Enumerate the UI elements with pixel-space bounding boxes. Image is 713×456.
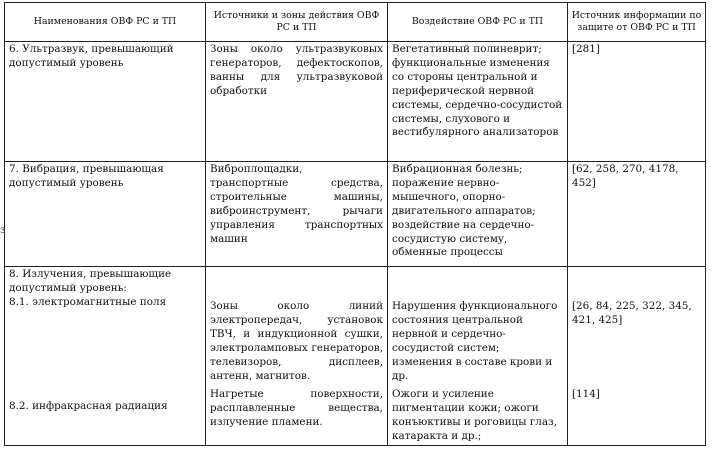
row-effect: Вегетативный полиневрит; функциональные изменения со стороны центральной и периферической нервной системы, сердечно-сосудистой системы, слухового и вестибулярного анализаторов [388,42,568,162]
subitem-refs: [26, 84, 225, 322, 345, 421, 425] [572,300,692,326]
margin-mark: з [0,225,6,236]
row-name: 7. Вибрация, превышающая допустимый уровень [5,162,206,267]
row-sources [206,267,388,446]
document-page [4,2,709,452]
subitem-effect: Ожоги и усиление пигментации кожи; ожоги конъюктивы и роговицы глаз, катаракта и др.; [392,388,557,442]
subitem-sources: Зоны около линий электропередач, установок ТВЧ, и индукционной сушки, электроламповых генераторов, телевизоров, дисплеев, антенн, магнитов. [210,300,383,382]
row-name: 6. Ультразвук, превышающий допустимый уровень [5,42,206,162]
row-refs: [281] [568,42,706,162]
header-col-refs: Источник информации по защите от ОВФ РС и ТП [568,3,706,42]
table-row [5,267,706,446]
row-sources: Зоны около ультразвуковых генераторов, дефектоскопов, ванны для ультразвуковой обработки [206,42,388,162]
group-title: 8. Излучения, превышающие допустимый уровень: [9,268,172,294]
hazard-table [4,2,706,446]
row-name [5,267,206,446]
header-col-name: Наименования ОВФ РС и ТП [5,3,206,42]
header-col-sources: Источники и зоны действия ОВФ РС и ТП [206,3,388,42]
header-row [5,3,706,42]
subitem-name: 8.1. электромагнитные поля [9,295,167,308]
row-effect: Вибрационная болезнь; поражение нервно-мышечного, опорно-двигательного аппаратов; воздействие на сердечно-сосудистую систему, обменные процессы [388,162,568,267]
header-col-effect: Воздействие ОВФ РС и ТП [388,3,568,42]
subitem-effect: Нарушения функционального состояния центральной нервной и сердечно-сосудистой систем; изменения в составе крови и др. [392,300,558,382]
row-refs [568,267,706,446]
table-row [5,42,706,162]
table-row [5,162,706,267]
subitem-sources: Нагретые поверхности, расплавленные вещества, излучение пламени. [210,388,383,428]
subitem-refs: [114] [572,388,600,400]
subitem-name: 8.2. инфракрасная радиация [9,399,168,412]
row-sources: Виброплощадки, транспортные средства, строительные машины, виброинструмент, рычаги управления транспортных машин [206,162,388,267]
row-effect [388,267,568,446]
row-refs: [62, 258, 270, 4178, 452] [568,162,706,267]
